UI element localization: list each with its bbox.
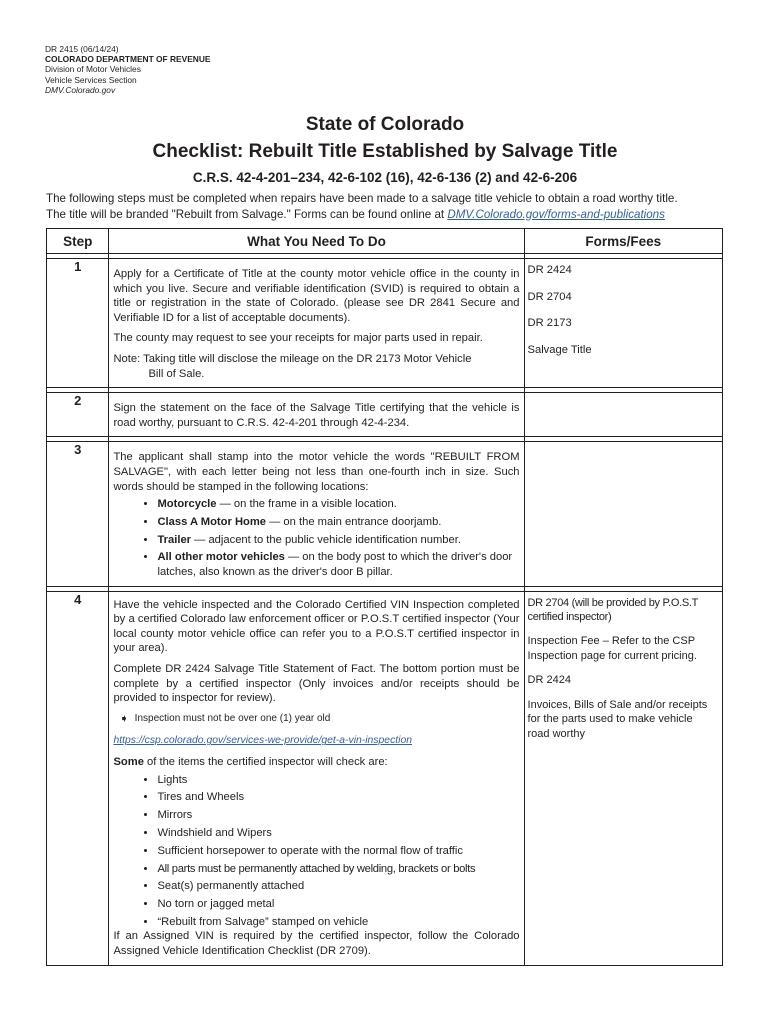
list-item: • No torn or jagged metal [157,897,519,912]
intro-text-1: The following steps must be completed when repairs have been made to a salvage title vehicle to obtain a road worthy title. [46,192,678,205]
step-description [109,393,524,437]
header-forms: Forms/Fees [524,229,722,254]
list-item: • All other motor vehicles — on the body post to which the driver's door latches, also known as the driver's door B pillar. [157,550,519,579]
step-forms [524,393,722,437]
statute-line: C.R.S. 42-4-201–234, 42-6-102 (16), 42-6-136 (2) and 42-6-206 [192,170,578,185]
step-number: 3 [47,442,109,586]
csp-vin-inspection-link[interactable]: https://csp.colorado.gov/services-we-provide/get-a-vin-inspection [113,735,413,747]
step-paragraph: If an Assigned VIN is required by the certified inspector, follow the Colorado Assigned Vehicle Identification Checklist (DR 2709). [113,930,520,958]
inspection-items-list [113,773,519,930]
list-item: • Seat(s) permanently attached [157,879,519,894]
page-title: State of Colorado [305,114,465,135]
note-line-1: Note: Taking title will disclose the mileage on the DR 2173 Motor Vehicle [113,352,472,365]
step-paragraph: The county may request to see your receipts for major parts used in repair. [113,332,483,345]
table-header-row [47,229,723,254]
step-number: 4 [47,591,109,965]
step-paragraph: Have the vehicle inspected and the Colorado Certified VIN Inspection completed by a certified Colorado law enforcement officer or P.O.S.T certified inspector (Your local county motor vehicle office can refer you to a P.O.S.T certified inspector in your area). [113,598,520,655]
step-description [109,259,524,388]
stamp-location-list [113,497,519,580]
step-paragraph: Complete DR 2424 Salvage Title Statement of Fact. The bottom portion must be complete by a certified inspector (Only invoices and/or receipts should be provided to inspector for review). [113,663,520,705]
form-item: DR 2704 [527,290,572,303]
title-block [0,113,770,187]
division-name: Division of Motor Vehicles [45,64,141,75]
form-item: Salvage Title [527,343,592,356]
form-item: Inspection Fee – Refer to the CSP Inspection page for current pricing. [527,635,697,662]
form-item: DR 2704 (will be provided by P.O.S.T certified inspector) [527,596,698,624]
step-paragraph: Apply for a Certificate of Title at the county motor vehicle office in the county in which you live. Secure and verifiable identification (SVID) is required to obtain a title or registration in the state of Colorado. (please see DR 2841 Secure and Verifiable ID for a list of acceptable documents). [113,268,520,324]
form-item: DR 2424 [527,674,571,687]
list-item: • All parts must be permanently attached by welding, brackets or bolts [157,862,519,877]
list-item: • Windshield and Wipers [157,826,519,841]
list-item: • Lights [157,773,519,788]
table-row [47,442,723,586]
page-subtitle: Checklist: Rebuilt Title Established by Salvage Title [152,141,618,162]
intro-paragraph [46,191,731,222]
step-note [113,352,519,381]
table-row [47,393,723,437]
form-item: DR 2173 [527,317,572,330]
form-item: DR 2424 [527,264,572,276]
step-forms [524,442,722,586]
arrow-bullet-icon: ➧ [119,712,129,725]
inspection-note-text: Inspection must not be over one (1) year old [134,712,331,724]
list-item: • Trailer — adjacent to the public vehicle identification number. [157,533,519,548]
step-paragraph: Sign the statement on the face of the Salvage Title certifying that the vehicle is road worthy, pursuant to C.R.S. 42-4-201 through 42-4-234. [113,402,520,429]
form-id: DR 2415 (06/14/24) [45,44,119,54]
step-paragraph: Some of the items the certified inspector will check are: [113,756,388,768]
table-row [47,591,723,965]
forms-link[interactable]: DMV.Colorado.gov/forms-and-publications [447,207,665,221]
list-item: • Tires and Wheels [157,790,519,805]
section-name: Vehicle Services Section [45,74,137,85]
step-forms [524,591,722,965]
note-line-2: Bill of Sale. [148,367,205,380]
inspection-note [113,712,519,727]
table-row [47,259,723,388]
department-name: COLORADO DEPARTMENT OF REVENUE [45,54,211,65]
list-item: • Sufficient horsepower to operate with the normal flow of traffic [157,844,519,859]
step-number: 2 [47,393,109,437]
step-number: 1 [47,259,109,388]
list-item: • Motorcycle — on the frame in a visible location. [157,497,519,512]
header-step: Step [47,229,109,254]
intro-text-2: The title will be branded "Rebuilt from Salvage." Forms can be found online at [46,207,448,221]
step-description [109,591,524,965]
form-header [45,44,211,95]
website-text: DMV.Colorado.gov [45,84,116,95]
list-item: • Mirrors [157,808,519,823]
checklist-table [46,228,723,966]
header-what: What You Need To Do [109,229,524,254]
list-item: • “Rebuilt from Salvage” stamped on vehicle [157,915,519,930]
step-paragraph: The applicant shall stamp into the motor vehicle the words "REBUILT FROM SALVAGE", with each letter being not less than one-fourth inch in size. Such words should be stamped in the following locations: [113,451,520,493]
form-item: Invoices, Bills of Sale and/or receipts for the parts used to make vehicle road worthy [527,698,708,740]
step-description [109,442,524,586]
list-item: • Class A Motor Home — on the main entrance doorjamb. [157,515,519,530]
step-forms [524,259,722,388]
